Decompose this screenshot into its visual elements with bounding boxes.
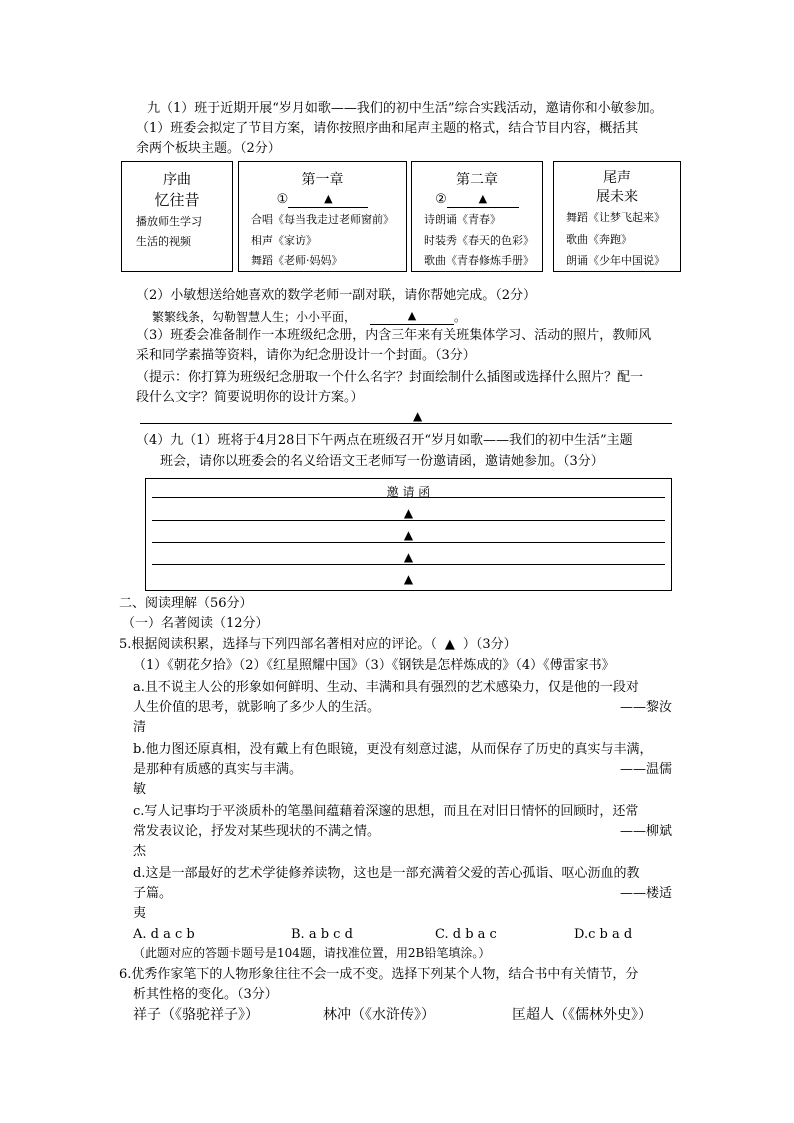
q5-option-a[interactable]: A. d a c b	[133, 927, 195, 942]
box-item: 舞蹈《让梦飞起来》	[566, 211, 665, 224]
q5-option-d[interactable]: D.c b a d	[574, 927, 633, 942]
box-item: 合唱《每当我走过老师窗前》	[251, 213, 394, 226]
blank-number: ②	[435, 192, 447, 207]
box-item: 歌曲《青春修炼手册》	[424, 254, 534, 267]
q5-books: （1）《朝花夕拾》（2）《红星照耀中国》（3）《钢铁是怎样炼成的》（4）《傅雷家书》	[133, 658, 615, 673]
q4-intro: 九（1）班于近期开展“岁月如歌——我们的初中生活”综合实践活动，邀请你和小敏参加。	[147, 101, 663, 116]
q6-option-xiangzi[interactable]: 祥子（《骆驼祥子》）	[133, 1007, 259, 1023]
box-title: 序曲	[163, 172, 191, 188]
triangle-icon: ▲	[403, 528, 414, 542]
triangle-icon: ▲	[407, 309, 417, 322]
q4-4-line2: 班会，请你以班委会的名义给语文王老师写一份邀请函，邀请她参加。（3分）	[160, 454, 604, 469]
section-2-1-heading: （一）名著阅读（12分）	[122, 616, 269, 631]
q4-1-line2: 余两个板块主题。（2分）	[136, 141, 281, 156]
q4-4-line1: （4）九（1）班将于4月28日下午两点在班级召开“岁月如歌——我们的初中生活”主题	[136, 433, 633, 448]
q6-line2: 析其性格的变化。（3分）	[133, 987, 278, 1002]
couplet-text: 繁繁线条，勾勒智慧人生；小小平面，	[152, 310, 357, 324]
q5-comment-a-source: ——黎汝	[620, 700, 673, 715]
triangle-icon: ▲	[324, 192, 333, 205]
answer-line[interactable]	[140, 423, 672, 424]
box-subtitle: 忆往昔	[154, 191, 200, 209]
program-box-chapter2	[411, 161, 543, 272]
triangle-icon: ▲	[444, 637, 455, 652]
answer-blank-2[interactable]	[447, 191, 519, 208]
q4-3-line1: （3）班委会准备制作一本班级纪念册，内含三年来有关班集体学习、活动的照片，教师风	[136, 328, 652, 343]
box-item: 舞蹈《老师·妈妈》	[251, 254, 343, 267]
box-item: 相声《家访》	[251, 234, 317, 247]
q6-option-linchong[interactable]: 林冲（《水浒传》）	[323, 1007, 435, 1023]
program-box-chapter1	[238, 161, 407, 272]
q4-3-line2: 采和同学素描等资料，请你为纪念册设计一个封面。（3分）	[136, 348, 476, 363]
q5-option-b[interactable]: B. a b c d	[291, 927, 353, 942]
q5-comment-c-line1: c.写人记事均于平淡质朴的笔墨间蕴藉着深邃的思想，而且在对旧日情怀的回顾时，还常	[133, 804, 639, 819]
box-subtitle: 展未来	[596, 189, 638, 205]
box-item: 时装秀《春天的色彩》	[424, 234, 534, 247]
box-item: 播放师生学习	[136, 215, 202, 228]
q5-answer-slot[interactable]	[437, 637, 463, 652]
q5-comment-a-line1: a.且不说主人公的形象如何鲜明、生动、丰满和具有强烈的艺术感染力，仅是他的一段对	[133, 680, 639, 695]
program-box-finale	[553, 161, 681, 272]
box-blank-line	[412, 191, 542, 208]
answer-blank-1[interactable]	[288, 191, 368, 208]
q5-comment-b-line2: 是那种有质感的真实与丰满。	[133, 762, 303, 777]
couplet-end: 。	[454, 310, 467, 324]
q5-note: （此题对应的答题卡题号是104题，请找准位置，用2B铅笔填涂。）	[133, 946, 491, 960]
q5-stem	[119, 637, 517, 653]
q6-line1: 6.优秀作家笔下的人物形象往往不会一成不变。选择下列某个人物，结合书中有关情节，分	[119, 967, 639, 982]
triangle-icon: ▲	[478, 192, 488, 205]
q5-comment-d-line2: 子篇。	[133, 886, 173, 901]
q5-comment-d-line1: d.这是一部最好的艺术学徒修养读物，这也是一部充满着父爱的苦心孤诣、呕心沥血的教	[133, 866, 640, 881]
invitation-line[interactable]	[152, 497, 665, 498]
box-item: 歌曲《奔跑》	[566, 233, 632, 246]
box-blank-line	[239, 191, 406, 208]
triangle-icon: ▲	[413, 409, 423, 423]
box-title: 尾声	[603, 170, 631, 186]
q5-comment-a-line2: 人生价值的思考，就影响了多少人的生活。	[133, 700, 381, 715]
q4-1-line1: （1）班委会拟定了节目方案，请你按照序曲和尾声主题的格式，结合节目内容，概括其	[136, 121, 639, 136]
section-2-heading: 二、阅读理解（56分）	[119, 596, 253, 611]
q4-3-hint2: 段什么文字？简要说明你的设计方案。）	[136, 390, 364, 405]
q5-comment-b-source: ——温儒	[620, 762, 673, 777]
invitation-box	[145, 478, 672, 591]
triangle-icon: ▲	[403, 550, 414, 564]
q4-2: （2）小敏想送给她喜欢的数学老师一副对联，请你帮她完成。（2分）	[136, 288, 537, 303]
box-item: 生活的视频	[136, 235, 191, 248]
q5-comment-c-line2: 常发表议论，抒发对某些现状的不满之情。	[133, 824, 381, 839]
q5-stem-start: 5.根据阅读积累，选择与下列四部名著相对应的评论。（	[119, 637, 437, 652]
invitation-line[interactable]	[152, 520, 665, 521]
q5-comment-d-source: ——楼适	[620, 886, 673, 901]
triangle-icon: ▲	[403, 572, 414, 586]
triangle-icon: ▲	[403, 506, 414, 520]
q5-comment-b-line1: b.他力图还原真相，没有戴上有色眼镜，更没有刻意过滤，从而保存了历史的真实与丰满，	[133, 742, 653, 757]
q5-comment-d-source-end: 夷	[133, 906, 147, 921]
box-title: 第一章	[301, 172, 344, 188]
invitation-line[interactable]	[152, 542, 665, 543]
invitation-line[interactable]	[152, 564, 665, 565]
blank-number: ①	[276, 192, 289, 207]
box-item: 朗诵《少年中国说》	[566, 254, 665, 267]
q5-comment-c-source-end: 杰	[133, 844, 147, 859]
q6-option-kuangchaoren[interactable]: 匡超人（《儒林外史》）	[512, 1007, 652, 1023]
q5-comment-b-source-end: 敏	[133, 782, 147, 797]
box-title: 第二章	[456, 172, 498, 188]
invitation-title: 邀 请 函	[386, 485, 431, 499]
couplet-answer-blank[interactable]	[370, 307, 454, 325]
program-box-prelude	[121, 161, 233, 272]
q4-3-hint1: （提示：你打算为班级纪念册取一个什么名字？封面绘制什么插图或选择什么照片？配一	[136, 370, 644, 385]
q5-comment-c-source: ——柳斌	[620, 824, 673, 839]
q5-option-c[interactable]: C. d b a c	[435, 927, 497, 942]
box-item: 诗朗诵《青春》	[424, 213, 501, 226]
q5-stem-end: ）（3分）	[462, 637, 517, 652]
q5-comment-a-source-end: 清	[133, 720, 147, 735]
q4-2-couplet-line	[152, 307, 466, 325]
